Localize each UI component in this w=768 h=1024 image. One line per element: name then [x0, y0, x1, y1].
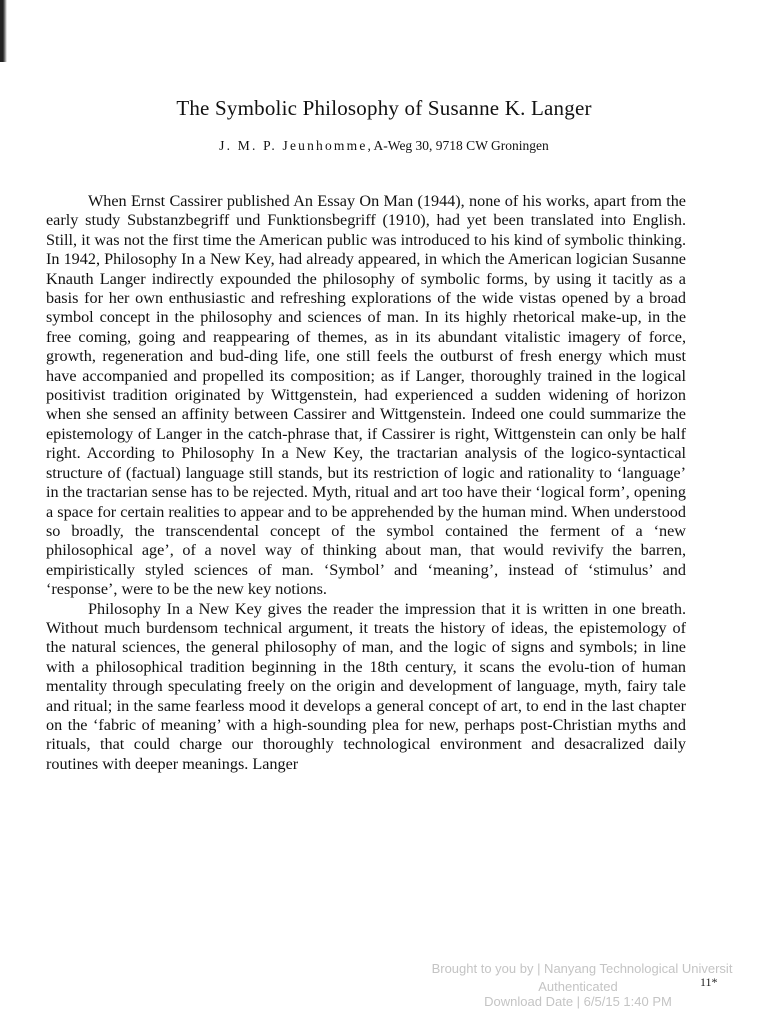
page-number: 11*	[700, 975, 718, 989]
watermark-authenticated: Authenticated	[538, 979, 618, 994]
author-address: , A-Weg 30, 9718 CW Groningen	[367, 138, 549, 153]
watermark-provider: Brought to you by | Nanyang Technological Universit	[431, 961, 733, 976]
article-body	[46, 192, 686, 774]
article-title: The Symbolic Philosophy of Susanne K. Langer	[176, 96, 592, 120]
author-name: J. M. P. Jeunhomme	[219, 138, 368, 153]
watermark-download-date: Download Date | 6/5/15 1:40 PM	[484, 994, 672, 1009]
author-line	[0, 138, 768, 154]
body-paragraph-2: Philosophy In a New Key gives the reader the impression that it is written in one breath. Without much burdensom technical argument, it treats the history of ideas, the epistemology of the natural sciences, the general philosophy of man, and the logic of signs and symbols; in line with a philosophical tradition beginning in the 18th century, it scans the evolu-tion of human mentality through speculating freely on the origin and development of language, myth, fairy tale and ritual; in the same fearless mood it develops a general concept of art, to end in the last chapter on the ‘fabric of meaning’ with a high-sounding plea for new, perhaps post-Christian myths and rituals, that could charge our thoroughly technological environment and desacralized daily routines with deeper meanings. Langer	[46, 599, 686, 773]
body-paragraph-1: When Ernst Cassirer published An Essay On Man (1944), none of his works, apart from the early study Substanzbegriff und Funktionsbegriff (1910), had yet been translated into English. Still, it was not the first time the American public was introduced to his kind of symbolic thinking. In 1942, Philosophy In a New Key, had already appeared, in which the American logician Susanne Knauth Langer indirectly expounded the philosophy of symbolic forms, by using it tacitly as a basis for her own enthusiastic and refreshing explorations of the wide vistas opened by a broad symbol concept in the philosophy and sciences of man. In its highly rhetorical make-up, in the free coming, going and reappearing of themes, as in its abundant vitalistic imagery of force, growth, regeneration and bud-ding life, one still feels the outburst of fresh energy which must have accompanied and propelled its composition; as if Langer, thoroughly trained in the logical positivist tradition originated by Wittgenstein, had experienced a sudden widening of horizon when she sensed an affinity between Cassirer and Wittgenstein. Indeed one could summarize the epistemology of Langer in the catch-phrase that, if Cassirer is right, Wittgenstein can only be half right. According to Philosophy In a New Key, the tractarian analysis of the logico-syntactical structure of (factual) language still stands, but its restriction of logic and rationality to ‘language’ in the tractarian sense has to be rejected. Myth, ritual and art too have their ‘logical form’, opening a space for certain realities to appear and to be apprehended by the human mind. When understood so broadly, the transcendental concept of the symbol contained the ferment of a ‘new philosophical age’, of a novel way of thinking about man, that would revivify the barren, empiristically styled sciences of man. ‘Symbol’ and ‘meaning’, instead of ‘stimulus’ and ‘response’, were to be the new key notions.	[46, 192, 686, 599]
scan-edge-mark	[0, 0, 7, 62]
